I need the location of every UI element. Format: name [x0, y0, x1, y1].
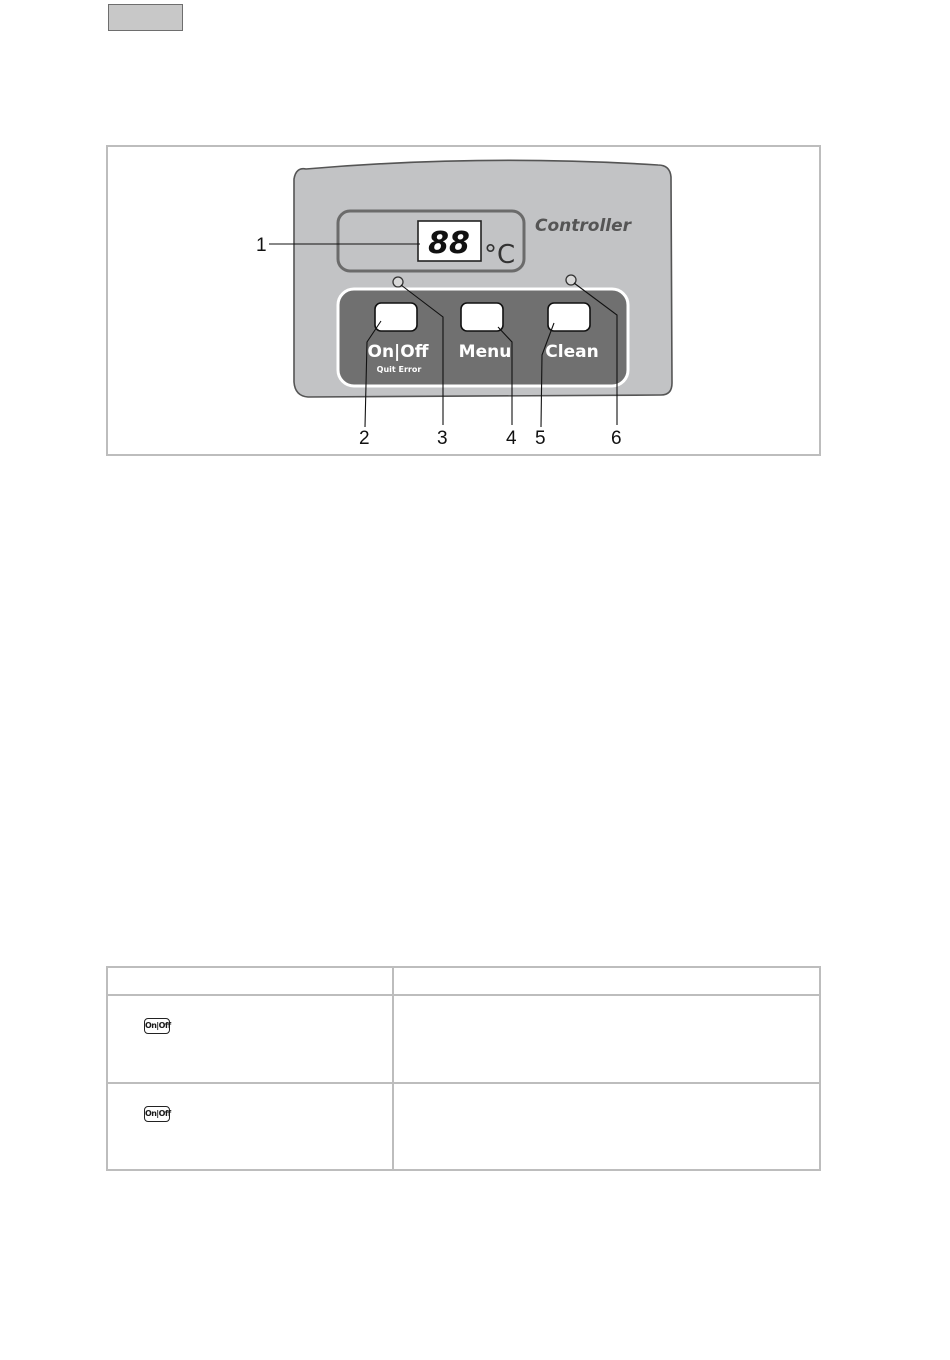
on-off-button[interactable] [375, 303, 417, 331]
on-off-button-label: On|Off [367, 342, 429, 362]
table-header-cell-description [393, 968, 819, 995]
table-header-cell-key [108, 968, 393, 995]
header-tab [108, 4, 183, 31]
display-unit: °C [484, 240, 516, 270]
controller-panel-illustration [108, 147, 823, 458]
table-header-row [108, 968, 819, 995]
controller-figure [106, 145, 821, 456]
clean-button[interactable] [548, 303, 590, 331]
menu-button[interactable] [461, 303, 503, 331]
clean-button-label: Clean [545, 342, 599, 362]
brand-label: Controller [535, 216, 632, 236]
callout-4: 4 [506, 428, 517, 449]
controls-table [106, 966, 821, 1171]
callout-3: 3 [437, 428, 448, 449]
table-row [108, 1083, 819, 1169]
table-cell-description [393, 1083, 819, 1169]
table-row [108, 995, 819, 1083]
callout-6: 6 [611, 428, 622, 449]
on-off-key-icon: On|Off [144, 1018, 170, 1034]
menu-button-label: Menu [458, 342, 512, 362]
display-digits: 88 [428, 226, 470, 261]
table-cell-key [108, 1083, 393, 1169]
callout-1: 1 [256, 235, 267, 256]
table-cell-description [393, 995, 819, 1083]
on-off-button-sublabel: Quit Error [376, 365, 422, 374]
callout-2: 2 [359, 428, 370, 449]
callout-5: 5 [535, 428, 546, 449]
on-off-key-icon: On|Off [144, 1106, 170, 1122]
table-cell-key [108, 995, 393, 1083]
